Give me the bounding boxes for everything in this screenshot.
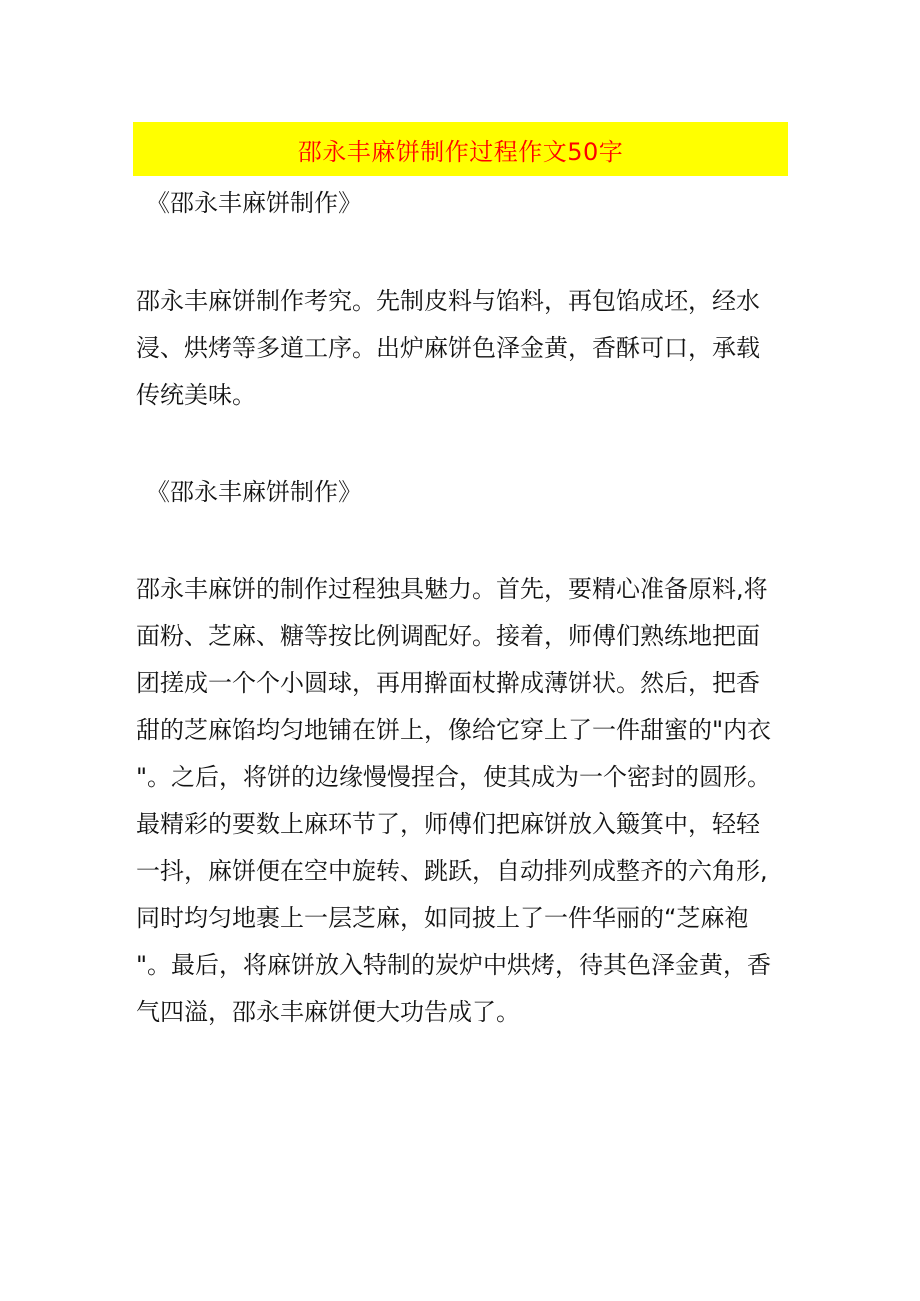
paragraph-line: 气四溢，邵永丰麻饼便大功告成了。 <box>136 998 520 1026</box>
section-2-paragraph <box>136 566 796 1036</box>
paragraph-line: 甜的芝麻馅均匀地铺在饼上，像给它穿上了一件甜蜜的"内衣 <box>136 716 772 744</box>
paragraph-line: 团搓成一个个小圆球，再用擀面杖擀成薄饼状。然后，把香 <box>136 669 760 697</box>
document-title: 邵永丰麻饼制作过程作文50字 <box>297 137 624 166</box>
paragraph-line: "。之后，将饼的边缘慢慢捏合，使其成为一个密封的圆形。 <box>136 763 772 791</box>
paragraph-line: 浸、烘烤等多道工序。出炉麻饼色泽金黄，香酥可口，承载 <box>136 334 760 362</box>
section-1-heading: 《邵永丰麻饼制作》 <box>146 189 362 217</box>
title-banner <box>133 122 788 176</box>
paragraph-line: 邵永丰麻饼制作考究。先制皮料与馅料，再包馅成坯，经水 <box>136 287 760 315</box>
paragraph-line: 同时均匀地裹上一层芝麻，如同披上了一件华丽的“芝麻袍 <box>136 904 749 932</box>
section-2-heading: 《邵永丰麻饼制作》 <box>146 478 362 506</box>
paragraph-line: 传统美味。 <box>136 381 256 409</box>
paragraph-line: "。最后，将麻饼放入特制的炭炉中烘烤，待其色泽金黄，香 <box>136 951 772 979</box>
paragraph-line: 面粉、芝麻、糖等按比例调配好。接着，师傅们熟练地把面 <box>136 622 760 650</box>
paragraph-line: 一抖，麻饼便在空中旋转、跳跃，自动排列成整齐的六角形, <box>136 857 768 885</box>
paragraph-line: 邵永丰麻饼的制作过程独具魅力。首先，要精心准备原料,将 <box>136 575 768 603</box>
paragraph-line: 最精彩的要数上麻环节了，师傅们把麻饼放入簸箕中，轻轻 <box>136 810 760 838</box>
section-1-paragraph <box>136 278 796 419</box>
